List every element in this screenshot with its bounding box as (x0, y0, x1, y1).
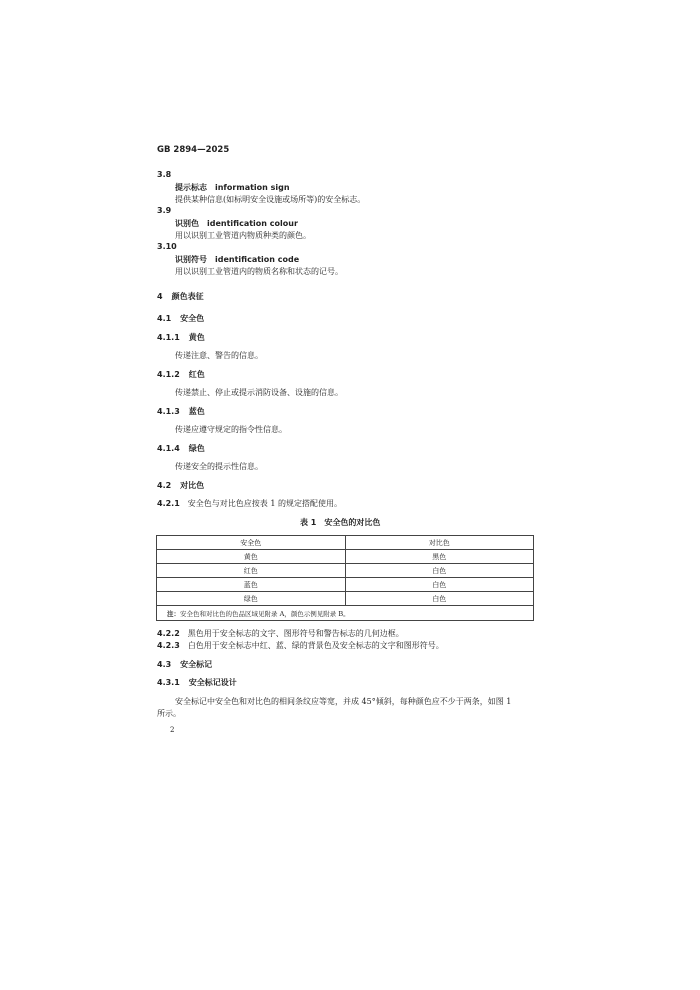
table-note-row (157, 606, 534, 621)
clause-heading (157, 443, 205, 454)
table-row (157, 578, 534, 592)
section-title: 安全标记 (180, 660, 213, 669)
clause-paragraph (157, 640, 444, 651)
section-number: 4.1.1 (157, 333, 180, 342)
table-header-cell: 安全色 (157, 536, 346, 550)
clause-text: 传递注意、警告的信息。 (175, 351, 263, 360)
term-number: 3.10 (157, 242, 177, 251)
section-number: 4.1.4 (157, 444, 180, 453)
section-title: 黄色 (188, 333, 205, 342)
section-number: 4.3.1 (157, 678, 180, 687)
term-name: 识别色 identification colour (175, 219, 298, 228)
term-definition: 提供某种信息(如标明安全设施或场所等)的安全标志。 (175, 195, 366, 204)
table-cell: 白色 (345, 564, 534, 578)
table-note-text: 安全色和对比色的色品区域见附录 A，颜色示例见附录 B。 (180, 609, 350, 618)
table-header-cell: 对比色 (345, 536, 534, 550)
table-note (157, 606, 534, 621)
clause-paragraph (157, 628, 404, 639)
clause-text-line: 安全标记中安全色和对比色的相间条纹应等宽，并成 45°倾斜，每种颜色应不少于两条，如图 1 (175, 697, 512, 706)
section-number: 4.2.2 (157, 629, 180, 638)
clause-text: 传递禁止、停止或提示消防设备、设施的信息。 (175, 388, 343, 397)
table-row (157, 592, 534, 606)
section-title: 蓝色 (188, 407, 205, 416)
clause-text: 白色用于安全标志中红、蓝、绿的背景色及安全标志的文字和图形符号。 (187, 641, 444, 650)
table-row (157, 550, 534, 564)
section-title: 颜色表征 (171, 292, 204, 301)
clause-heading (157, 369, 205, 380)
table-cell: 绿色 (157, 592, 346, 606)
table-caption: 表 1 安全色的对比色 (300, 518, 381, 527)
clause-text: 黑色用于安全标志的文字、图形符号和警告标志的几何边框。 (187, 629, 404, 638)
table-note-label: 注： (167, 609, 180, 618)
term-number: 3.9 (157, 206, 172, 215)
table-cell: 白色 (345, 578, 534, 592)
subsection-heading (157, 659, 212, 670)
subsection-heading (157, 313, 204, 324)
section-number: 4.1.2 (157, 370, 180, 379)
table-cell: 黑色 (345, 550, 534, 564)
section-title: 绿色 (188, 444, 205, 453)
page-number: 2 (170, 726, 175, 734)
section-title: 安全标记设计 (188, 678, 237, 687)
clause-text: 安全色与对比色应按表 1 的规定搭配使用。 (187, 499, 342, 508)
clause-heading (157, 406, 205, 417)
term-definition: 用以识别工业管道内物质种类的颜色。 (175, 231, 311, 240)
section-number: 4.3 (157, 660, 172, 669)
table-cell: 黄色 (157, 550, 346, 564)
clause-paragraph (157, 498, 342, 509)
section-number: 4.2.3 (157, 641, 180, 650)
section-number: 4.1 (157, 314, 172, 323)
section-number: 4.2.1 (157, 499, 180, 508)
section-number: 4.1.3 (157, 407, 180, 416)
table-row (157, 564, 534, 578)
section-number: 4 (157, 292, 163, 301)
clause-text: 传递应遵守规定的指令性信息。 (175, 425, 287, 434)
section-title: 安全色 (180, 314, 205, 323)
subsection-heading (157, 480, 204, 491)
term-name: 提示标志 information sign (175, 183, 290, 192)
clause-heading (157, 332, 205, 343)
clause-text: 传递安全的提示性信息。 (175, 462, 263, 471)
table-header-row (157, 536, 534, 550)
section-title: 对比色 (180, 481, 205, 490)
term-definition: 用以识别工业管道内的物质名称和状态的记号。 (175, 267, 343, 276)
table-cell: 白色 (345, 592, 534, 606)
term-number: 3.8 (157, 170, 172, 179)
standard-code: GB 2894—2025 (157, 145, 230, 155)
section-heading (157, 291, 204, 302)
section-number: 4.2 (157, 481, 172, 490)
clause-text-line: 所示。 (157, 709, 181, 718)
clause-heading (157, 677, 237, 688)
section-title: 红色 (188, 370, 205, 379)
term-name: 识别符号 identification code (175, 255, 300, 264)
table-cell: 红色 (157, 564, 346, 578)
contrast-color-table (156, 535, 534, 621)
table-cell: 蓝色 (157, 578, 346, 592)
